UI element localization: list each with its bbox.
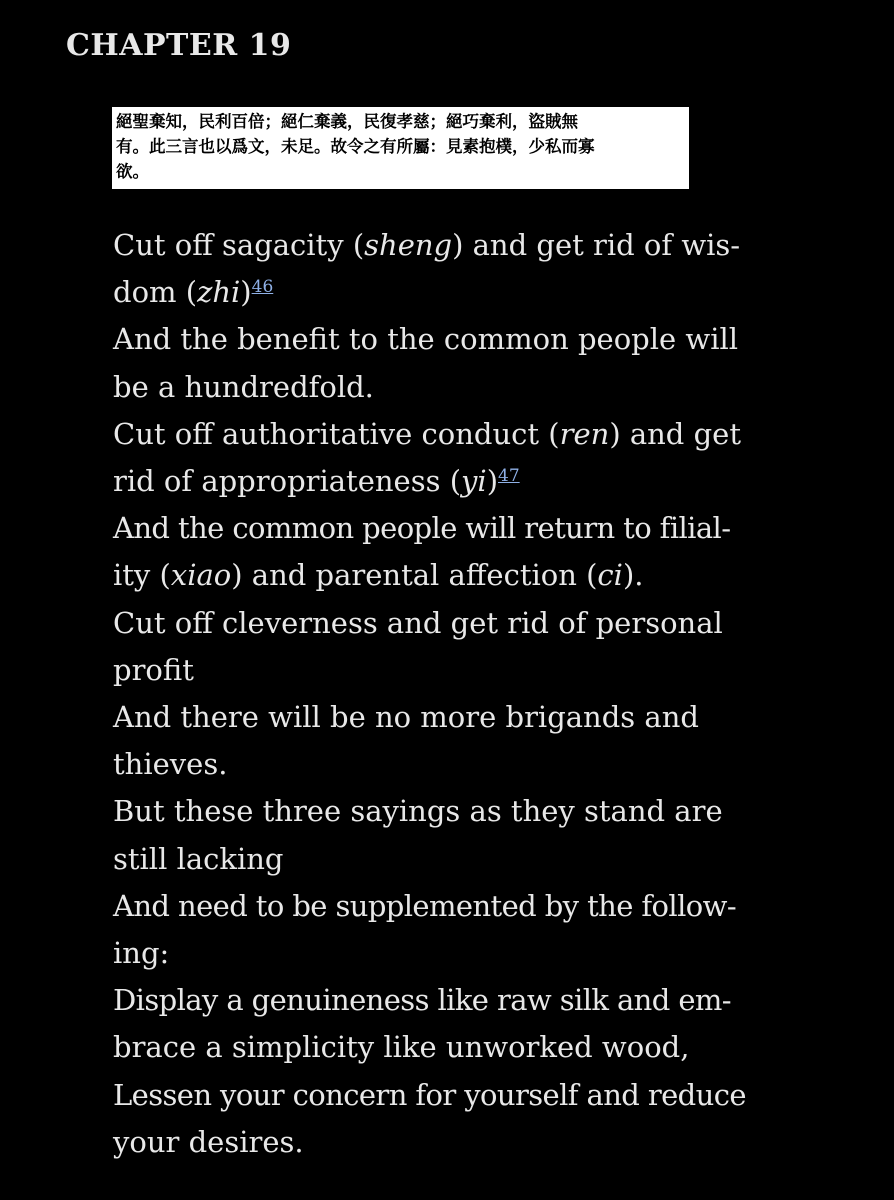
chinese-text-image [112, 107, 689, 189]
poem-text [113, 222, 829, 1166]
poem-line: ing: [113, 936, 170, 971]
poem-line: thieves. [113, 747, 228, 782]
poem-line: Display a genuineness like raw silk and em- [113, 983, 731, 1018]
poem-line: dom (zhi)$^{46}$ [113, 275, 274, 310]
poem-line: profit [113, 652, 194, 687]
poem-line: And the common people will return to filial- [113, 511, 731, 546]
chinese-text-line: 絕聖棄知，民利百倍；絕仁棄義，民復孝慈；絕巧棄利，盜賊無 [116, 112, 578, 131]
poem-line: be a hundredfold. [113, 369, 374, 404]
poem-line: ity (xiao) and parental affection (ci). [113, 558, 644, 593]
poem-line: Lessen your concern for yourself and reduce [113, 1077, 746, 1112]
poem-line: your desires. [113, 1124, 304, 1159]
poem-line: still lacking [113, 841, 284, 876]
poem-line: rid of appropriateness (yi)$^{47}$ [113, 464, 520, 499]
footnote-link-47[interactable]: 47 [498, 466, 520, 487]
poem-line: Cut off sagacity (sheng) and get rid of wis- [113, 228, 741, 262]
poem-line: Cut off cleverness and get rid of personal [113, 605, 723, 640]
footnote-link-46[interactable]: 46 [251, 277, 274, 298]
poem-line: And there will be no more brigands and [113, 700, 699, 735]
chinese-text-line: 有。此三言也以爲文，未足。故令之有所屬：見素抱樸，少私而寡 [116, 137, 595, 156]
poem-line: And the benefit to the common people will [113, 322, 739, 357]
poem-line: Cut off authoritative conduct (ren) and get [113, 416, 741, 451]
chinese-text-line: 欲。 [116, 162, 149, 181]
chapter-title: CHAPTER 19 [66, 28, 292, 63]
poem-line: But these three sayings as they stand are [113, 794, 723, 829]
poem-line: brace a simplicity like unworked wood, [113, 1030, 690, 1065]
poem-line: And need to be supplemented by the follow- [113, 888, 737, 923]
